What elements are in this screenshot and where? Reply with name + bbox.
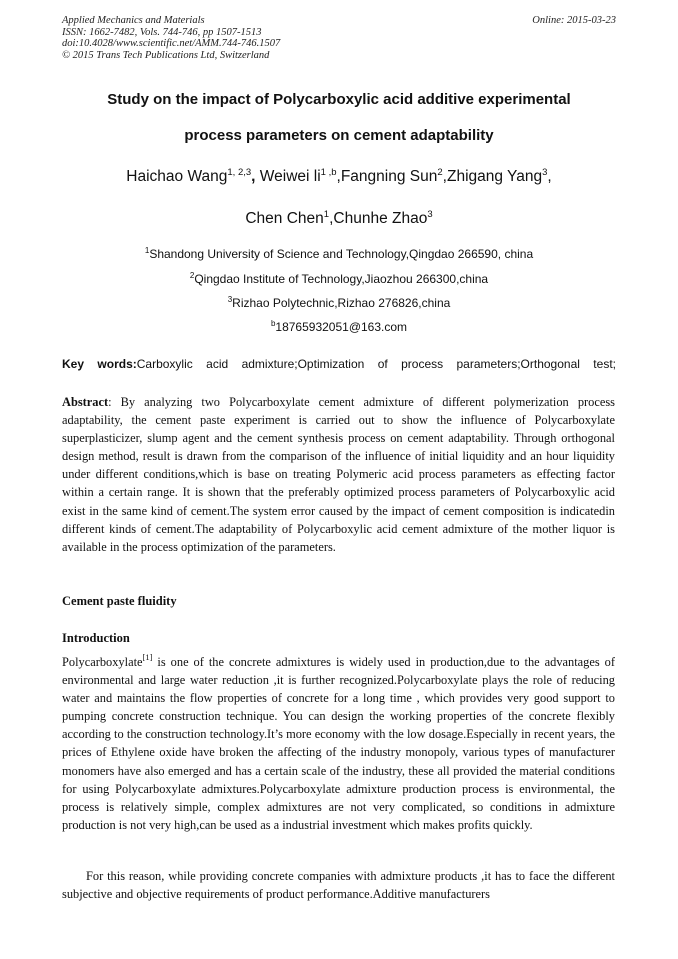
author-name: Weiwei li bbox=[259, 168, 321, 185]
online-date: Online: 2015-03-23 bbox=[532, 15, 616, 26]
author-sup: 2 bbox=[437, 167, 443, 178]
paper-title-line-2: process parameters on cement adaptability bbox=[184, 127, 494, 144]
affiliation-3 bbox=[30, 296, 648, 310]
email-text: 18765932051@163.com bbox=[275, 320, 408, 334]
affiliation-sup: 1 bbox=[144, 246, 150, 255]
section-heading-cement-paste-fluidity: Cement paste fluidity bbox=[62, 594, 177, 608]
journal-name: Applied Mechanics and Materials bbox=[62, 15, 205, 26]
doi-line: doi:10.4028/www.scientific.net/AMM.744-746.1507 bbox=[62, 38, 281, 49]
paper-title-line-1: Study on the impact of Polycarboxylic acid additive experimental bbox=[107, 91, 571, 108]
affiliation-sup: b bbox=[270, 319, 276, 328]
author-line-1: Haichao Wang$^{1, 2,3}$, Weiwei li$^{1 ,b}$,Fangning Sun$^2$,Zhigang Yang$^3$, bbox=[126, 167, 552, 185]
affiliation-text: Qingdao Institute of Technology,Jiaozhou 266300,china bbox=[194, 272, 489, 286]
author-name: Fangning Sun bbox=[340, 168, 438, 185]
paragraph-start: Polycarboxylate bbox=[62, 655, 143, 669]
keywords bbox=[62, 357, 616, 371]
intro-paragraph-1 bbox=[62, 653, 615, 834]
abstract bbox=[62, 393, 615, 556]
issn-line: ISSN: 1662-7482, Vols. 744-746, pp 1507-1513 bbox=[62, 26, 262, 38]
abstract-label: Abstract bbox=[62, 395, 109, 409]
contact-email bbox=[30, 320, 648, 334]
author-name: Haichao Wang bbox=[126, 168, 228, 185]
affiliation-1 bbox=[30, 247, 648, 261]
author-name: Chen Chen bbox=[245, 210, 324, 227]
affiliation-text: Rizhao Polytechnic,Rizhao 276826,china bbox=[232, 296, 451, 310]
author-sup: 3 bbox=[542, 167, 548, 178]
section-heading-introduction: Introduction bbox=[62, 631, 130, 645]
author-sup: 3 bbox=[427, 209, 433, 220]
author-sup: 1, 2,3 bbox=[227, 167, 252, 178]
affiliation-text: Shandong University of Science and Technology,Qingdao 266590, china bbox=[149, 247, 534, 261]
keywords-label: Key words: bbox=[62, 357, 137, 371]
affiliation-sup: 3 bbox=[227, 295, 233, 304]
author-sup: 1 ,b bbox=[320, 167, 337, 178]
author-name: Chunhe Zhao bbox=[333, 210, 428, 227]
journal-header bbox=[62, 15, 280, 61]
copyright-line: © 2015 Trans Tech Publications Ltd, Switzerland bbox=[62, 49, 270, 61]
intro-paragraph-2: For this reason, while providing concrete companies with admixture products ,it has to face the different subjective and objective requirements of product performance.Additive manufacturers bbox=[62, 869, 615, 902]
keywords-text: Carboxylic acid admixture;Optimization of process parameters;Orthogonal test; bbox=[136, 357, 616, 371]
paragraph-rest: is one of the concrete admixtures is widely used in production,due to the advantages of environmental and large water reduction ,it is further recognized.Polycarboxylate plays the role of reducing water and maintains the flow properties of concrete for a long time , which provides very good support to pumping concrete construction technique. You can design the working properties of the concrete flexibly according to the construction technology.It’s more economy with the low dosage.Especially in recent years, the prices of Ethylene oxide have broken the affecting of the industry monopoly, various types of manufacturer monomers have also emerged and has a certain scale of the industry, these all provided the material conditions for using Polycarboxylate admixtures.Polycarboxylate admixture production process is environmental, the process is relatively simple, complex admixtures are not very complicated, so conditions in admixture production is not very high,can be used as a industrial investment which makes profits quickly. bbox=[62, 655, 615, 832]
author-line-2: Chen Chen$^1$,Chunhe Zhao$^3$ bbox=[245, 209, 433, 227]
citation-ref: [1] bbox=[142, 652, 153, 662]
affiliation-sup: 2 bbox=[189, 271, 195, 280]
author-sup: 1 bbox=[323, 209, 330, 220]
author-name: Zhigang Yang bbox=[446, 168, 543, 185]
abstract-text: : By analyzing two Polycarboxylate cement admixture of different polymerization process adaptability, the cement paste experiment is carried out to show the influence of Polycarboxylate superplasticizer, slump agent and the cement synthesis process on cement adaptability. Through orthogonal design method, result is drawn from the comparison of the influence of initial liquidity and an hour liquidity under different conditions,which is base on treating Polymeric acid process parameters as effecting factor within a certain range. It is shown that the preferably optimized process parameters of Polycarboxylic acid exist in the same kind of cement.The system error caused by the impact of cement composition is indicatedin different kinds of cement.The adaptability of Polycarboxylic acid cement admixture of the mother liquor is available in the process optimization of the parameters. bbox=[62, 395, 615, 554]
affiliation-2 bbox=[30, 272, 648, 286]
